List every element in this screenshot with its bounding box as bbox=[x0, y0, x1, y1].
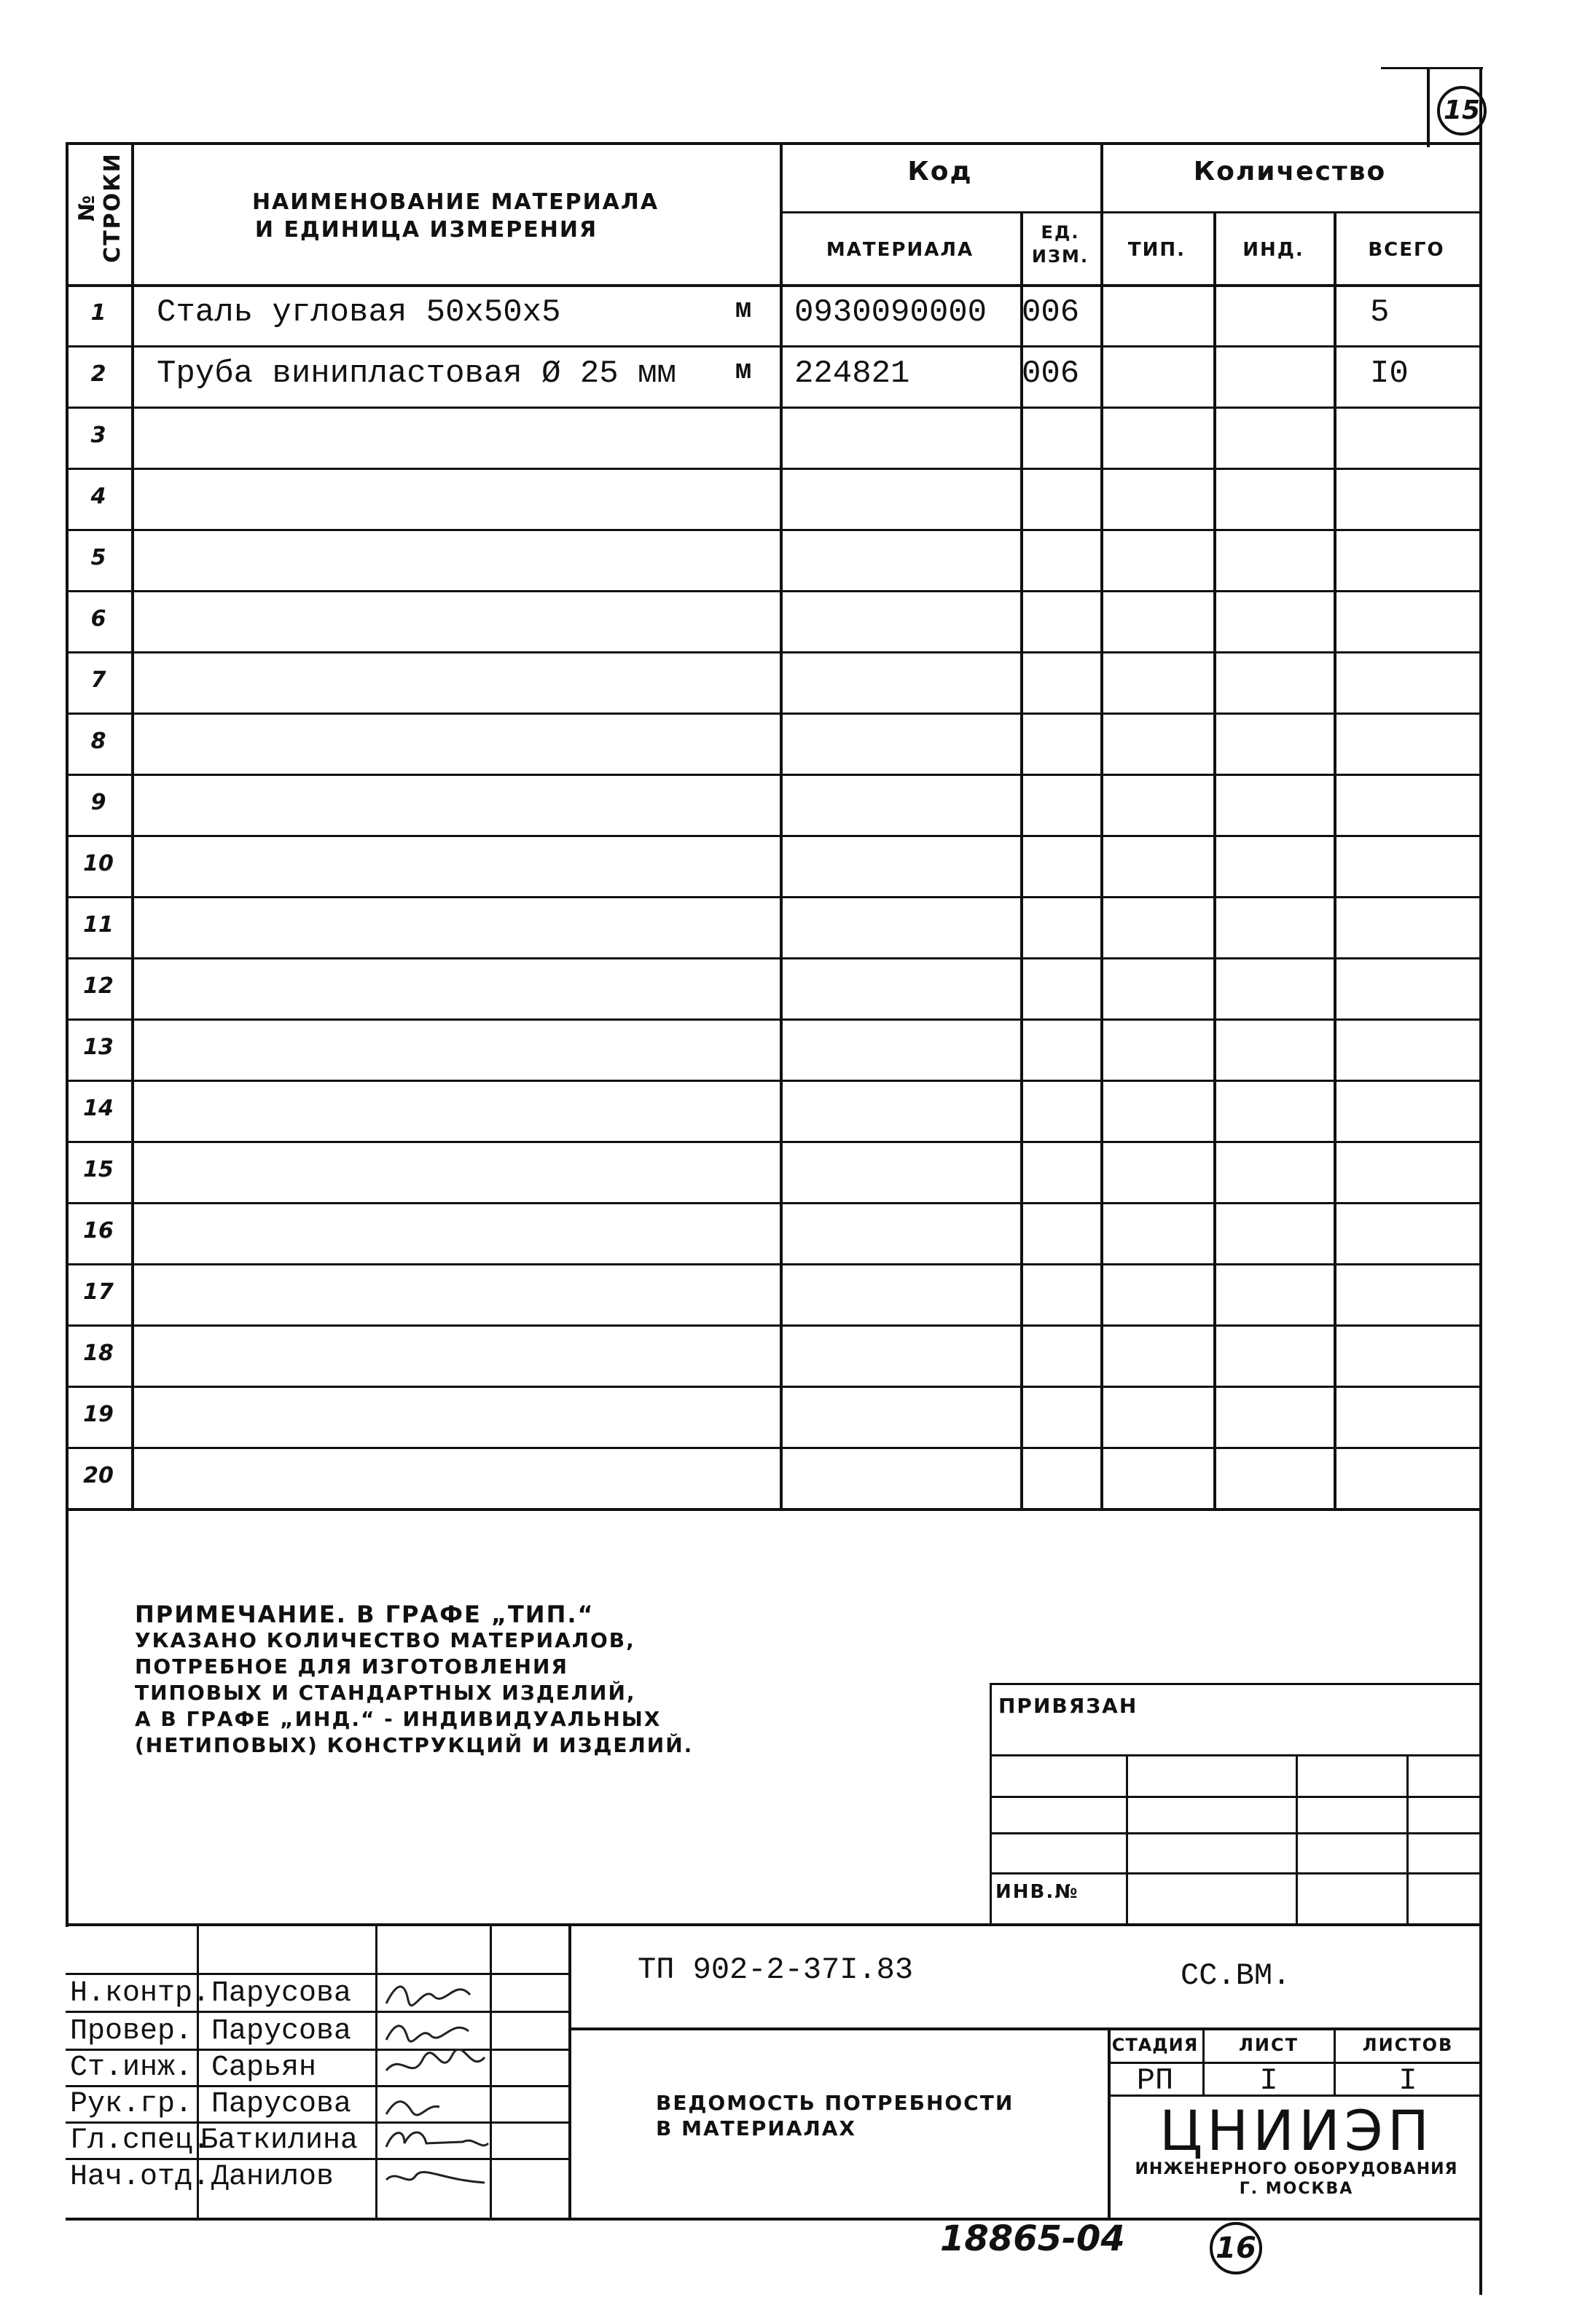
note-line: ПОТРЕБНОЕ ДЛЯ ИЗГОТОВЛЕНИЯ bbox=[135, 1654, 568, 1679]
binding-top bbox=[990, 1683, 1479, 1685]
row-number: 1 bbox=[90, 300, 106, 326]
table-row-line bbox=[66, 1447, 1481, 1449]
row-number: 8 bbox=[90, 729, 106, 754]
header-qty-total: ВСЕГО bbox=[1368, 239, 1445, 261]
header-name-sub: И ЕДИНИЦА ИЗМЕРЕНИЯ bbox=[254, 217, 598, 243]
table-row-line bbox=[66, 1324, 1481, 1327]
signer-name: Парусова bbox=[211, 2088, 352, 2121]
row-number: 19 bbox=[83, 1402, 114, 1427]
table-row-line bbox=[66, 712, 1481, 715]
signer-name: Парусова bbox=[211, 1977, 352, 2010]
table-column-line bbox=[1334, 211, 1336, 1508]
qty-total: 5 bbox=[1370, 294, 1390, 331]
table-bottom-border bbox=[66, 1508, 1481, 1511]
archive-circle-number: 16 bbox=[1210, 2222, 1262, 2274]
signature-mark bbox=[383, 2158, 492, 2194]
row-number: 5 bbox=[90, 545, 106, 570]
binding-col bbox=[1126, 1754, 1128, 1923]
header-qty-ind: ИНД. bbox=[1242, 239, 1304, 261]
signer-col bbox=[375, 1923, 377, 2221]
unit-code: 006 bbox=[1022, 356, 1080, 392]
page-number: 15 bbox=[1437, 86, 1487, 136]
table-row-line bbox=[66, 896, 1481, 898]
table-row-line bbox=[66, 1080, 1481, 1082]
header-code: Код bbox=[907, 157, 973, 187]
archive-number: 18865-04 bbox=[940, 2218, 1125, 2259]
table-row-line bbox=[66, 1202, 1481, 1204]
signer-name: Баткилина bbox=[200, 2124, 359, 2157]
material-unit: м bbox=[735, 356, 752, 387]
row-number: 18 bbox=[83, 1340, 114, 1366]
signer-row-line bbox=[66, 2121, 568, 2124]
stamp-divider bbox=[568, 1923, 571, 2221]
org-sub-2: Г. МОСКВА bbox=[1239, 2180, 1354, 2198]
signer-row-line bbox=[66, 2158, 568, 2160]
org-name: ЦНИИЭП bbox=[1159, 2098, 1434, 2163]
sheet-title-1: ВЕДОМОСТЬ ПОТРЕБНОСТИ bbox=[656, 2091, 1014, 2115]
note-block bbox=[135, 1601, 693, 1759]
stamp-bottom bbox=[66, 2218, 1482, 2221]
signer-role: Провер. bbox=[70, 2015, 193, 2048]
row-number: 13 bbox=[83, 1035, 114, 1060]
table-row-line bbox=[66, 1263, 1481, 1265]
qty-total: I0 bbox=[1370, 356, 1409, 392]
sheets-label: ЛИСТОВ bbox=[1362, 2035, 1454, 2055]
table-row-line bbox=[66, 1018, 1481, 1021]
table-row-line bbox=[66, 651, 1481, 653]
signature-mark bbox=[383, 1974, 492, 2011]
signature-mark bbox=[383, 2121, 492, 2158]
row-number: 20 bbox=[83, 1463, 114, 1488]
table-row-line bbox=[66, 1141, 1481, 1143]
row-number: 12 bbox=[83, 973, 114, 999]
table-row-line bbox=[66, 345, 1481, 348]
signature-mark bbox=[383, 2049, 492, 2085]
signer-role: Рук.гр. bbox=[70, 2088, 193, 2121]
signer-name: Данилов bbox=[211, 2161, 334, 2194]
stage-label: СТАДИЯ bbox=[1111, 2035, 1199, 2055]
material-code: 224821 bbox=[794, 356, 910, 392]
header-row-no: № СТРОКИ bbox=[74, 152, 125, 263]
binding-inv: ИНВ.№ bbox=[995, 1881, 1079, 1903]
note-line: УКАЗАНО КОЛИЧЕСТВО МАТЕРИАЛОВ, bbox=[135, 1628, 635, 1652]
row-number: 10 bbox=[83, 851, 114, 876]
table-top-border bbox=[66, 142, 1481, 145]
stamp-top bbox=[66, 1923, 1482, 1926]
signature-mark bbox=[383, 2085, 492, 2121]
table-row-line bbox=[66, 468, 1481, 470]
binding-title: ПРИВЯЗАН bbox=[998, 1694, 1138, 1718]
row-number: 17 bbox=[83, 1279, 114, 1305]
row-number: 15 bbox=[83, 1157, 114, 1182]
signer-row-line bbox=[66, 2011, 568, 2013]
table-row-line bbox=[66, 957, 1481, 959]
note-line: (НЕТИПОВЫХ) КОНСТРУКЦИЙ И ИЗДЕЛИЙ. bbox=[135, 1733, 694, 1757]
table-row-line bbox=[66, 529, 1481, 531]
table-column-line bbox=[1213, 211, 1216, 1508]
row-number: 6 bbox=[90, 606, 106, 632]
sheets-value: I bbox=[1398, 2063, 1417, 2098]
material-unit: м bbox=[735, 294, 752, 326]
material-code: 0930090000 bbox=[794, 294, 987, 331]
row-number: 9 bbox=[90, 790, 106, 815]
signer-role: Нач.отд. bbox=[70, 2161, 211, 2194]
page-number-frame bbox=[1427, 67, 1430, 147]
header-qty-typ: ТИП. bbox=[1127, 239, 1186, 261]
header-code-unit-2: ИЗМ. bbox=[1031, 246, 1089, 267]
top-rule bbox=[1381, 67, 1483, 69]
note-line: ТИПОВЫХ И СТАНДАРТНЫХ ИЗДЕЛИЙ, bbox=[135, 1681, 636, 1705]
row-number: 7 bbox=[90, 667, 106, 693]
table-row-line bbox=[66, 1386, 1481, 1388]
sheet-label: ЛИСТ bbox=[1238, 2035, 1299, 2055]
doc-code: ТП 902-2-37I.83 bbox=[638, 1952, 914, 1987]
row-number: 14 bbox=[83, 1096, 114, 1121]
row-number: 3 bbox=[90, 423, 106, 448]
stamp-mid bbox=[568, 2027, 1482, 2030]
header-bottom-border bbox=[66, 284, 1481, 287]
stage-value: РП bbox=[1136, 2063, 1174, 2098]
signer-name: Парусова bbox=[211, 2015, 352, 2048]
table-row-line bbox=[66, 407, 1481, 409]
binding-col bbox=[1406, 1754, 1409, 1923]
signer-row-line bbox=[66, 2049, 568, 2051]
binding-col bbox=[1296, 1754, 1298, 1923]
material-name: Сталь угловая 50x50x5 bbox=[157, 294, 561, 331]
header-name: НАИМЕНОВАНИЕ МАТЕРИАЛА bbox=[251, 189, 659, 215]
org-sub-1: ИНЖЕНЕРНОГО ОБОРУДОВАНИЯ bbox=[1135, 2160, 1458, 2178]
header-qty: Количество bbox=[1193, 157, 1387, 187]
row-number: 2 bbox=[90, 361, 106, 387]
signer-role: Н.контр. bbox=[70, 1977, 211, 2010]
header-code-material: МАТЕРИАЛА bbox=[826, 239, 974, 261]
table-column-line bbox=[1020, 211, 1023, 1508]
material-name: Труба винипластовая Ø 25 мм bbox=[157, 356, 676, 392]
row-number: 16 bbox=[83, 1218, 114, 1244]
signer-row-line bbox=[66, 2085, 568, 2087]
doc-mark: СС.ВМ. bbox=[1181, 1958, 1291, 1993]
table-row-line bbox=[66, 590, 1481, 592]
sheet-value: I bbox=[1259, 2063, 1278, 2098]
signature-mark bbox=[383, 2012, 492, 2049]
row-number: 4 bbox=[90, 484, 106, 509]
table-row-line bbox=[66, 835, 1481, 837]
signer-role: Ст.инж. bbox=[70, 2052, 193, 2084]
note-line: А В ГРАФЕ „ИНД.“ - ИНДИВИДУАЛЬНЫХ bbox=[135, 1707, 662, 1731]
sheet-title-2: В МАТЕРИАЛАХ bbox=[656, 2116, 856, 2140]
note-line: ПРИМЕЧАНИЕ. В ГРАФЕ „ТИП.“ bbox=[135, 1601, 595, 1628]
header-mid-border bbox=[780, 211, 1481, 213]
row-number: 11 bbox=[83, 912, 114, 938]
signer-row-line bbox=[66, 1973, 568, 1975]
unit-code: 006 bbox=[1022, 294, 1080, 331]
binding-left bbox=[990, 1683, 992, 1923]
signer-role: Гл.спец. bbox=[70, 2124, 211, 2157]
signer-name: Сарьян bbox=[211, 2052, 317, 2084]
header-code-unit-1: ЕД. bbox=[1041, 222, 1080, 243]
table-row-line bbox=[66, 774, 1481, 776]
